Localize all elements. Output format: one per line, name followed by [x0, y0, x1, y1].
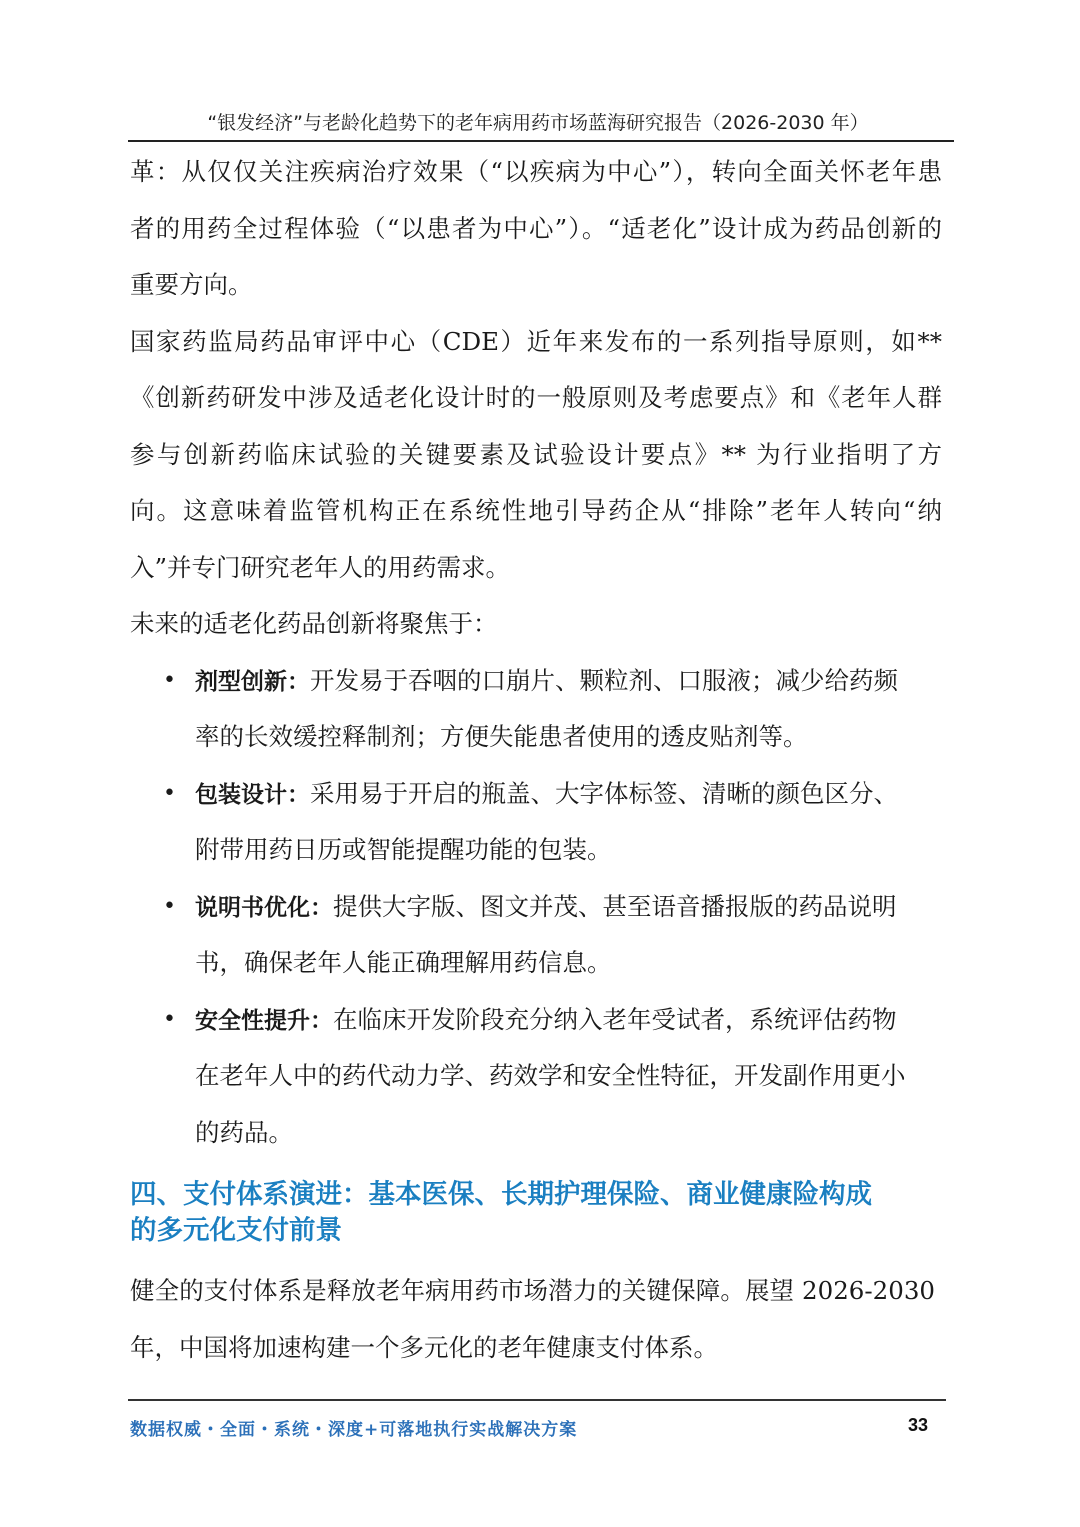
- para3: 未来的适老化药品创新将聚焦于：: [130, 609, 498, 638]
- section-heading: [130, 1177, 950, 1249]
- para4-line: 年，中国将加速构建一个多元化的老年健康支付体系。: [130, 1332, 718, 1362]
- para2-line: 向。这意味着监管机构正在系统性地引导药企从“排除”老年人转向“纳: [130, 496, 942, 525]
- bullet-item: [130, 766, 942, 823]
- bullet-text: 在临床开发阶段充分纳入老年受试者，系统评估药物: [333, 1004, 897, 1034]
- bullet-dot-icon: •: [163, 1006, 176, 1032]
- bullet-line: 的药品。: [195, 1117, 293, 1147]
- body-text: [130, 144, 942, 1161]
- bullet-item: [130, 879, 942, 936]
- header-divider: [128, 140, 954, 142]
- para1-line: 重要方向。: [130, 270, 253, 299]
- bullet-label: 包装设计：: [195, 781, 310, 808]
- bullet-text: 提供大字版、图文并茂、甚至语音播报版的药品说明: [333, 891, 897, 921]
- section-heading-line: 的多元化支付前景: [130, 1215, 342, 1246]
- para1-line: 革：从仅仅关注疾病治疗效果（“以疾病为中心”），转向全面关怀老年患: [130, 157, 942, 186]
- para2-line: 《创新药研发中涉及适老化设计时的一般原则及考虑要点》和《老年人群: [130, 383, 942, 412]
- running-header: “银发经济”与老龄化趋势下的老年病用药市场蓝海研究报告（2026-2030 年）: [207, 112, 869, 134]
- page-number: 33: [908, 1415, 929, 1435]
- para4-line: 健全的支付体系是释放老年病用药市场潜力的关键保障。展望 2026-2030: [130, 1276, 935, 1305]
- bullet-label: 安全性提升：: [195, 1007, 333, 1034]
- bullet-dot-icon: •: [163, 893, 176, 919]
- bullet-line: 书，确保老年人能正确理解用药信息。: [195, 948, 612, 977]
- bullet-label: 剂型创新：: [195, 668, 310, 695]
- para4: [130, 1263, 935, 1376]
- bullet-line: 附带用药日历或智能提醒功能的包装。: [195, 835, 612, 864]
- para2-line: 国家药监局药品审评中心（CDE）近年来发布的一系列指导原则，如**: [130, 326, 942, 356]
- bullet-item: [130, 653, 942, 710]
- para2-line: 入”并专门研究老年人的用药需求。: [130, 552, 511, 582]
- para2-line: 参与创新药临床试验的关键要素及试验设计要点》** 为行业指明了方: [130, 439, 942, 469]
- bullet-line: 在老年人中的药代动力学、药效学和安全性特征，开发副作用更小: [195, 1061, 906, 1090]
- bullet-label: 说明书优化：: [195, 894, 333, 921]
- footer-divider: [128, 1399, 946, 1401]
- bullet-item: [130, 992, 942, 1049]
- bullet-dot-icon: •: [163, 780, 176, 806]
- bullet-dot-icon: •: [163, 667, 176, 693]
- bullet-text: 采用易于开启的瓶盖、大字体标签、清晰的颜色区分、: [310, 778, 898, 808]
- footer-slogan: 数据权威・全面・系统・深度+可落地执行实战解决方案: [130, 1420, 578, 1440]
- bullet-text: 开发易于吞咽的口崩片、颗粒剂、口服液；减少给药频: [310, 665, 898, 695]
- para1-line: 者的用药全过程体验（“以患者为中心”）。“适老化”设计成为药品创新的: [130, 213, 942, 243]
- section-heading-line: 四、支付体系演进：基本医保、长期护理保险、商业健康险构成: [130, 1179, 872, 1210]
- bullet-line: 率的长效缓控释制剂；方便失能患者使用的透皮贴剂等。: [195, 722, 808, 751]
